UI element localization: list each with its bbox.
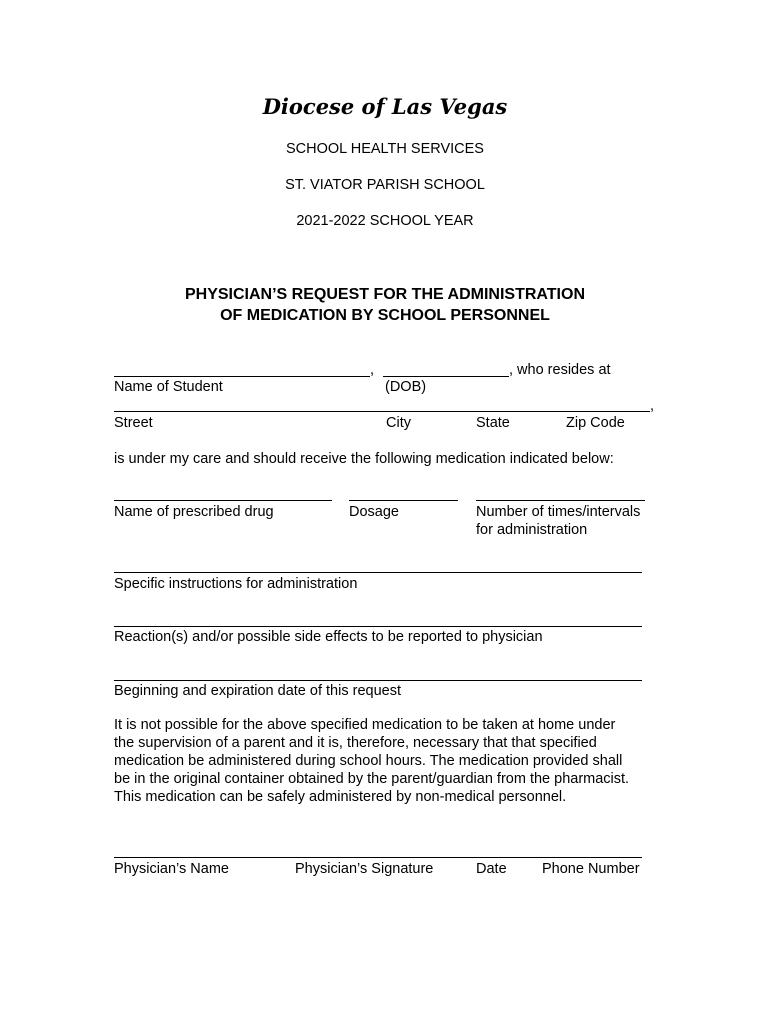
- date-label: Date: [476, 861, 507, 877]
- instructions-line[interactable]: [114, 572, 642, 573]
- physician-signature-label: Physician’s Signature: [295, 861, 434, 877]
- paragraph-line: the supervision of a parent and it is, therefore, necessary that that specified: [114, 735, 597, 751]
- resides-text: , who resides at: [509, 362, 611, 378]
- paragraph-line: medication be administered during school hours. The medication provided shall: [114, 753, 623, 769]
- state-label: State: [476, 415, 510, 431]
- paragraph-line: It is not possible for the above specified medication to be taken at home under: [114, 717, 616, 733]
- student-name-line[interactable]: [114, 376, 370, 377]
- street-label: Street: [114, 415, 153, 431]
- drug-name-line[interactable]: [114, 500, 332, 501]
- dates-label: Beginning and expiration date of this request: [114, 683, 401, 699]
- diocese-title: Diocese of Las Vegas: [262, 94, 508, 119]
- instructions-label: Specific instructions for administration: [114, 576, 358, 592]
- paragraph-line: This medication can be safely administered by non-medical personnel.: [114, 789, 567, 805]
- signature-line[interactable]: [114, 857, 642, 858]
- reactions-line[interactable]: [114, 626, 642, 627]
- dob-line[interactable]: [383, 376, 509, 377]
- dosage-line[interactable]: [349, 500, 458, 501]
- authorization-paragraph: [114, 716, 659, 806]
- department-heading: SCHOOL HEALTH SERVICES: [286, 141, 484, 157]
- phone-number-label: Phone Number: [542, 861, 640, 877]
- times-label-line-2: for administration: [476, 522, 588, 538]
- dob-label: (DOB): [385, 379, 427, 395]
- dates-line[interactable]: [114, 680, 642, 681]
- care-statement: is under my care and should receive the following medication indicated below:: [114, 451, 614, 467]
- address-line[interactable]: [114, 411, 650, 412]
- drug-name-label: Name of prescribed drug: [114, 504, 274, 520]
- school-year: 2021-2022 SCHOOL YEAR: [296, 213, 474, 229]
- reactions-label: Reaction(s) and/or possible side effects to be reported to physician: [114, 629, 543, 645]
- dosage-label: Dosage: [349, 504, 399, 520]
- form-title-line-2: OF MEDICATION BY SCHOOL PERSONNEL: [220, 307, 550, 324]
- zip-code-label: Zip Code: [566, 415, 625, 431]
- paragraph-line: be in the original container obtained by the parent/guardian from the pharmacist.: [114, 771, 630, 787]
- comma: ,: [370, 362, 375, 378]
- city-label: City: [386, 415, 411, 431]
- times-line[interactable]: [476, 500, 645, 501]
- student-name-label: Name of Student: [114, 379, 223, 395]
- school-name: ST. VIATOR PARISH SCHOOL: [285, 177, 485, 193]
- form-title-line-1: PHYSICIAN’S REQUEST FOR THE ADMINISTRATION: [184, 286, 585, 303]
- comma: ,: [650, 398, 655, 414]
- times-label-line-1: Number of times/intervals: [476, 504, 641, 520]
- physician-name-label: Physician’s Name: [114, 861, 229, 877]
